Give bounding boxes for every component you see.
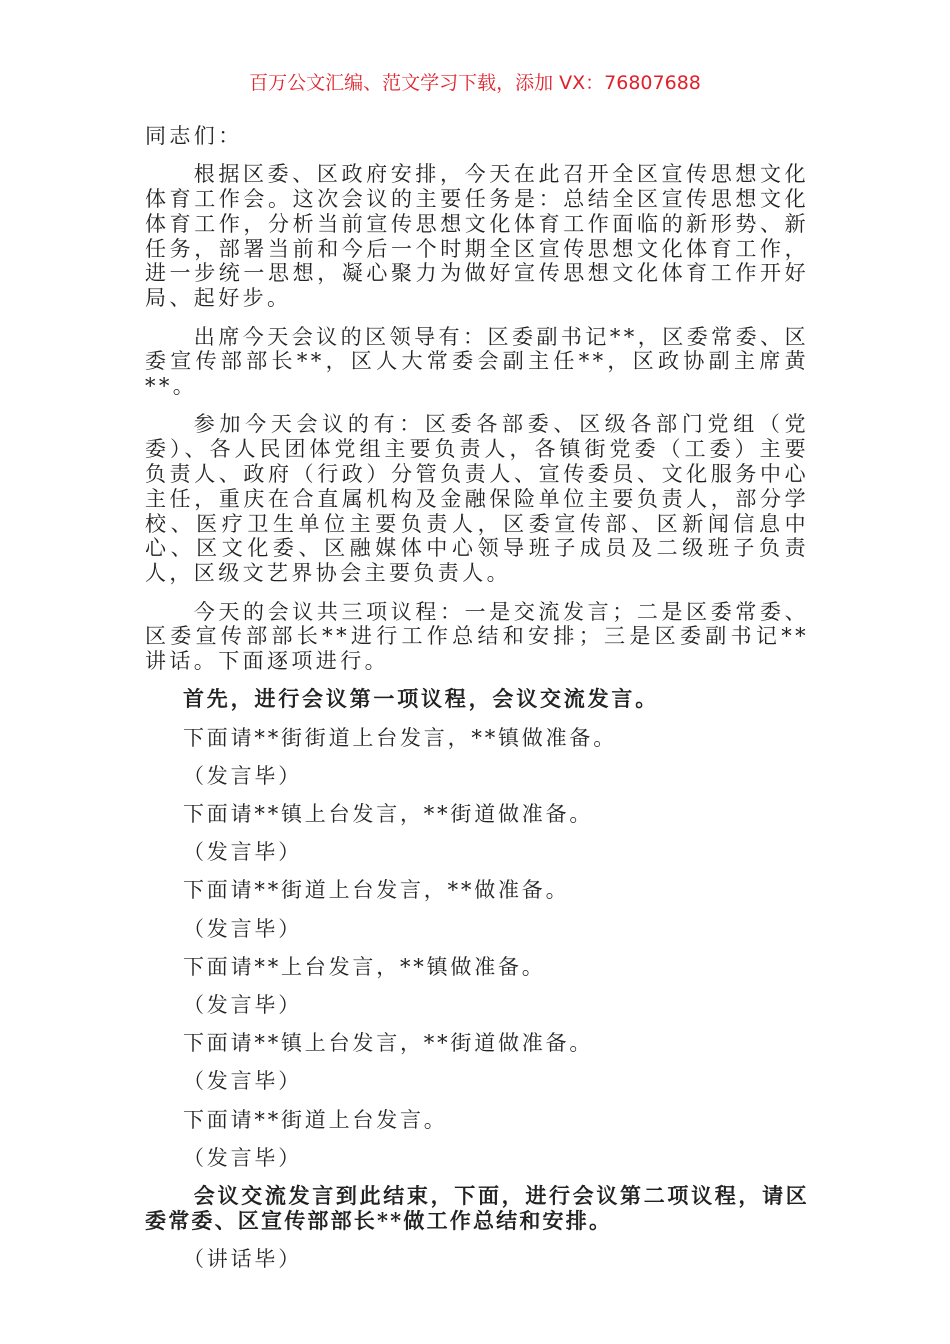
speech-line: 下面请**街街道上台发言，**镇做准备。 [183, 725, 617, 750]
speech-line: 下面请**镇上台发言，**街道做准备。 [183, 802, 594, 826]
speech-line: （发言毕） [183, 916, 302, 941]
paragraph-attendees: 参加今天会议的有：区委各部委、区级各部门党组（党委）、各人民团体党组主要负责人，各镇街党委（工委）主要负责人、政府（行政）分管负责人、宣传委员、文化服务中心主任，重庆在合直属机构及金融保险单位主要负责人，部分学校、医疗卫生单位主要负责人，区委宣传部、区新闻信息中心、区文化委、区融媒体中心领导班子成员及二级班子负责人，区级文艺界协会主要负责人。 [145, 412, 809, 586]
speech-line: （发言毕） [183, 1069, 302, 1094]
watermark-header: 百万公文汇编、范文学习下载，添加 VX：76807688 [249, 72, 701, 94]
speech-line: （发言毕） [183, 763, 302, 788]
speech-line: 下面请**镇上台发言，**街道做准备。 [183, 1031, 594, 1056]
paragraph-intro: 根据区委、区政府安排，今天在此召开全区宣传思想文化体育工作会。这次会议的主要任务是：总结全区宣传思想文化体育工作，分析当前宣传思想文化体育工作面临的新形势、新任务，部署当前和今后一个时期全区宣传思想文化体育工作，进一步统一思想，凝心聚力为做好宣传思想文化体育工作开好局、起好步。 [145, 162, 809, 311]
salutation: 同志们： [145, 124, 243, 148]
speech-line: 下面请**街道上台发言。 [183, 1107, 448, 1132]
speech-line: 下面请**上台发言，**镇做准备。 [183, 954, 546, 979]
agenda-item-1: 首先，进行会议第一项议程，会议交流发言。 [183, 686, 659, 712]
speech-line: （发言毕） [183, 840, 302, 865]
speech-line: （发言毕） [183, 992, 302, 1017]
agenda-item-2: 会议交流发言到此结束，下面，进行会议第二项议程，请区委常委、区宣传部部长**做工作总结和安排。 [145, 1182, 809, 1233]
speech-line: （发言毕） [183, 1145, 302, 1170]
speech-line: 下面请**街道上台发言，**做准备。 [183, 878, 570, 903]
document-body [145, 124, 809, 1285]
paragraph-agenda: 今天的会议共三项议程：一是交流发言；二是区委常委、区委宣传部部长**进行工作总结和安排；三是区委副书记**讲话。下面逐项进行。 [145, 599, 809, 674]
closing-line: （讲话毕） [183, 1246, 302, 1271]
paragraph-leaders: 出席今天会议的区领导有：区委副书记**，区委常委、区委宣传部部长**，区人大常委会副主任**，区政协副主席黄**。 [145, 324, 809, 399]
